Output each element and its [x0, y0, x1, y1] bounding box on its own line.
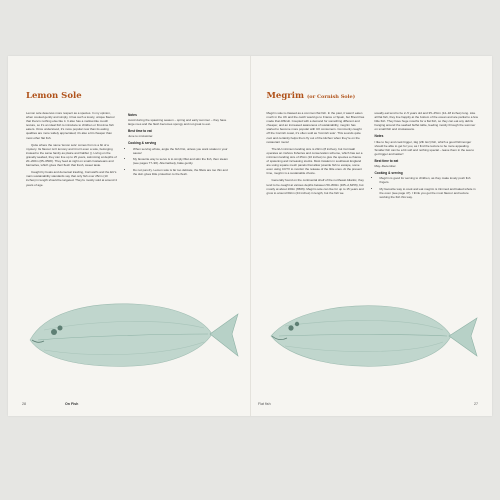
body-paragraph: Caught by boats and demersal trawling, Cornwall's and the EU's main sustainability standards say that only fish over 25cm (10 inches) in length should be targeted. They're mostly sold at around 4 years of age. — [26, 170, 117, 187]
notes-text: I like to buy and cook bigger, 1kg (2lb 4oz) fish, which a good fishmonger should be able to get for you, as I find the texture to be more appealing. Smaller fish can be a bit soft and nothing special – leave them in the sea to get bigger and tastier! — [374, 139, 475, 156]
lemon-sole-illustration — [24, 284, 242, 384]
body-paragraph: The EU minimum landing size is 20cm (8 inches), but Cornwall operates an inshore fisheries and conservation scheme, which has set a minimum landing size of 25cm (10 inches) to give the species a chance of spawning and increasing stocks. Most trawlers in southwest England are using square mesh panels that allow juvenile fish to escape, some even using CCTV to monitor the release of the little ones. At the present time, megrim is a sustainable choice. — [266, 146, 363, 176]
page-number: 28 — [22, 402, 26, 406]
title-subtitle: (or Cornish Sole) — [306, 94, 356, 100]
best-time-heading: Best time to eat — [128, 129, 152, 134]
notes-heading: Notes — [128, 113, 137, 117]
body-paragraph: Megrim sole is classed as a common flat fish. In the past, it wasn't eaten much in the UK and the catch would go to France or Spain, but Brexit has made that difficult. Coupled with a demand for something different and cheaper, and an increased awareness of sustainability, megrim has started to become more popular with UK consumers. Commonly caught off the Cornish coast, it's often sold as 'Cornish sole'. This sounds quite cool and certainly helps them fly out of the kitchen when they're on the restaurant menu! — [266, 111, 365, 144]
best-time-text: May–December. — [374, 164, 397, 169]
book-spread — [8, 56, 492, 416]
left-page — [8, 56, 251, 416]
list-item: • Megrim is good for serving to children, as they make lovely posh fish fingers. — [380, 176, 479, 184]
notes-text: Avoid during the spawning season – spring and early summer – they have large roes and the flesh becomes spongy and not great to eat. — [128, 118, 227, 127]
megrim-sidebar — [375, 111, 479, 202]
title-main: Megrim — [266, 91, 304, 101]
best-time-text: June to mid-winter. — [128, 134, 154, 139]
section-name: Flat fish — [258, 402, 271, 406]
body-paragraph: Generally found on the continental shelf of the northeast Atlantic, they tend to be caught at various depths between 50–800m (165–2,625ft), but mostly at about 200m (650ft). Megrim sole can live for up to 15 years and grow to around 60cm (24 inches) in length, but the fish we — [266, 178, 364, 195]
body-paragraph: Lemon sole deserves more respect as a species. In my opinion, when cooked gently and simply, it has such a lovely, unique flavour that there's nothing else like it. It also has a mellow-like mouth texture, so it's an ideal fish to introduce to children or first-time fish eaters. Once understood, it's more popular now than its eating qualities are more widely appreciated; it's also a bit cheaper than most other flat fish. — [26, 111, 115, 140]
best-time-heading: Best time to eat — [374, 158, 399, 163]
lemon-sole-body — [26, 111, 118, 190]
body-paragraph: Quite where the name 'lemon sole' comes from is a bit of a mystery. Its flavour isn't lemony and it isn't even a sole, belonging instead to the same family as plaice and halibut (). Living on the gravelly seabed, they can live up to 25 years, swimming at depths of 20–200m (65–650ft). They feed at night on small crustaceans and barnacles, which gives their flesh that fresh, sweet taste. — [26, 142, 117, 168]
list-item: • My favourite way to cook and eat megrim is trimmed and baked whole in the oven (see page 47). I think you get the most flavour and texture working the fish this way. — [380, 187, 479, 199]
right-folio — [258, 402, 478, 406]
cooking-list — [128, 147, 232, 177]
cooking-heading: Cooking & serving — [128, 141, 157, 146]
cooking-list — [375, 176, 479, 199]
list-item: • My favourite way to serve is to simply fillet and skin the fish, then steam (see pages 77–90). Alternatively, bake gently. — [133, 157, 232, 165]
cooking-heading: Cooking & serving — [374, 171, 403, 176]
lemon-sole-sidebar — [128, 111, 232, 179]
left-folio — [22, 402, 78, 406]
section-name: On Fish — [65, 402, 79, 406]
page-title-megrim — [267, 91, 356, 101]
right-page — [251, 56, 493, 416]
megrim-illustration — [261, 286, 483, 386]
list-item: • Do not pan-fry. Lemon sole is far too delicate, the fillets are too thin and the skin gives little protection to the flesh. — [133, 168, 232, 176]
body-paragraph: usually eat tend to be 2–5 years old and 35–45cm (14–18 inches) long. Like all flat fish, they live happily at the bottom of the ocean and are partial to a few little fish. They have huge mouths for a flat fish, so they can eat any debris hanging around the seabed buffet table, feeding mostly through the summer on small fish and crustaceans. — [374, 111, 478, 132]
page-title-lemon-sole: Lemon Sole — [26, 91, 82, 101]
list-item: • When serving whole, angle the fish first, unless you want scales in your sauce! — [133, 147, 232, 155]
page-number: 27 — [474, 402, 478, 406]
megrim-body — [267, 111, 365, 198]
notes-heading: Notes — [374, 134, 384, 139]
